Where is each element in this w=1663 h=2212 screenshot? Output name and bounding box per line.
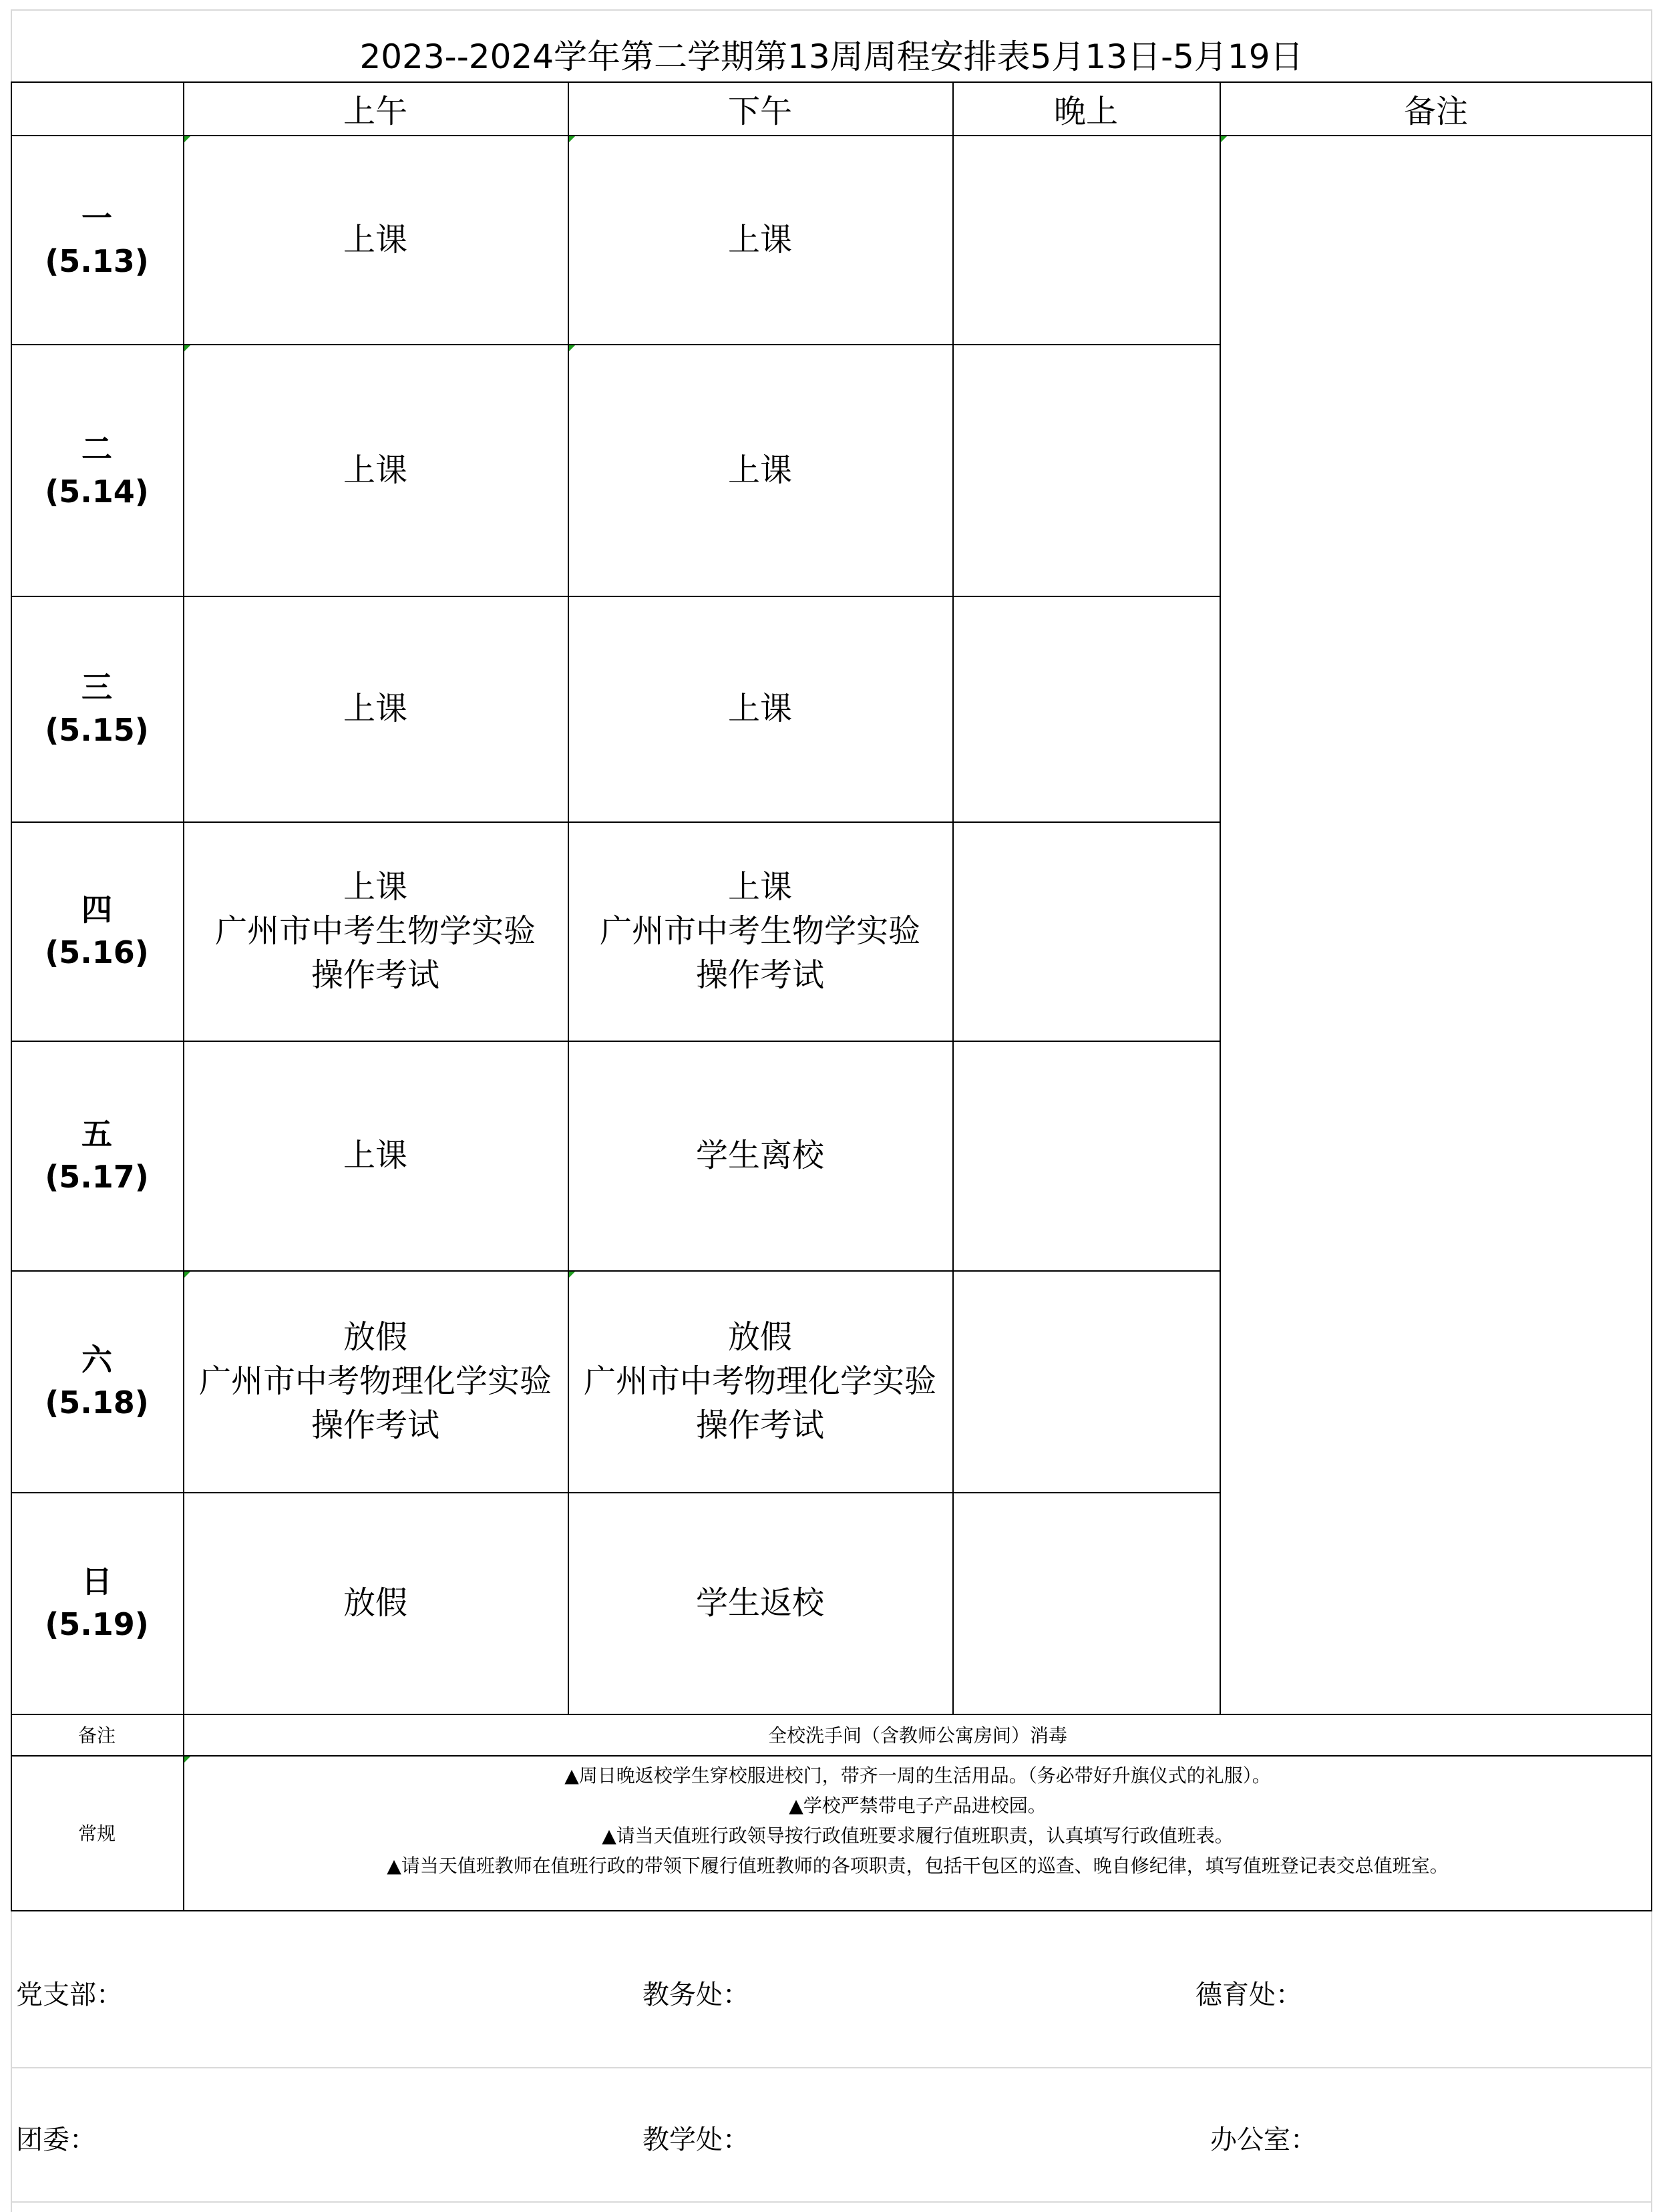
comment-marker-icon bbox=[184, 1272, 190, 1278]
afternoon-cell bbox=[568, 596, 952, 821]
evening-cell bbox=[952, 1492, 1220, 1714]
cell-text-line: 上课 bbox=[727, 690, 792, 727]
comment-marker-icon bbox=[184, 345, 190, 351]
header-morning: 上午 bbox=[343, 92, 407, 130]
day-name: 三 bbox=[81, 669, 112, 705]
comment-marker-icon bbox=[1221, 136, 1227, 142]
cell-text-line: 上课 bbox=[727, 868, 792, 906]
comment-marker-icon bbox=[569, 345, 575, 351]
morning-cell bbox=[183, 135, 568, 344]
day-label-cell bbox=[11, 821, 183, 1041]
table-hline bbox=[11, 1714, 1652, 1715]
remarks-label: 备注 bbox=[77, 1724, 116, 1746]
day-label-cell bbox=[11, 1492, 183, 1714]
evening-cell bbox=[952, 1270, 1220, 1492]
comment-marker-icon bbox=[569, 1272, 575, 1278]
day-name: 四 bbox=[81, 892, 112, 928]
day-label-cell bbox=[11, 344, 183, 596]
evening-cell bbox=[952, 596, 1220, 821]
header-evening: 晚上 bbox=[1053, 92, 1118, 130]
afternoon-cell bbox=[568, 1270, 952, 1492]
table-hline bbox=[11, 81, 1652, 83]
cell-text-line: 广州市中考生物学实验 bbox=[599, 912, 920, 950]
morning-cell bbox=[183, 1492, 568, 1714]
day-label-cell bbox=[11, 596, 183, 821]
day-date: (5.18) bbox=[45, 1385, 149, 1421]
day-date: (5.16) bbox=[45, 934, 149, 970]
sheet-border-bottom bbox=[11, 2201, 1652, 2203]
cell-text-line: 操作考试 bbox=[311, 1407, 439, 1444]
notes-column-cell bbox=[1220, 135, 1652, 1714]
table-vline bbox=[183, 81, 184, 1911]
signature-teaching-office: 教学处： bbox=[642, 2125, 749, 2155]
table-vline bbox=[568, 81, 569, 1714]
signature-academic-affairs: 教务处： bbox=[642, 1980, 749, 2010]
merged-cell-mask bbox=[1221, 1041, 1651, 1042]
table-hline bbox=[11, 135, 1652, 136]
cell-text-line: 广州市中考物理化学实验 bbox=[583, 1362, 936, 1400]
afternoon-cell bbox=[568, 1041, 952, 1270]
day-name: 二 bbox=[81, 430, 112, 467]
signature-moral-education: 德育处： bbox=[1195, 1980, 1302, 2010]
routine-rules bbox=[183, 1755, 1652, 1910]
day-name: 日 bbox=[81, 1563, 112, 1600]
cell-text-line: 上课 bbox=[343, 690, 407, 727]
remarks-text: 全校洗手间（含教师公寓房间）消毒 bbox=[767, 1724, 1067, 1746]
table-vline bbox=[1651, 81, 1652, 1911]
day-name: 六 bbox=[81, 1342, 112, 1378]
routine-label: 常规 bbox=[77, 1823, 116, 1845]
merged-cell-mask bbox=[1221, 821, 1651, 823]
cell-text-line: 广州市中考生物学实验 bbox=[214, 912, 536, 950]
cell-text-line: 上课 bbox=[727, 451, 792, 489]
cell-text-line: 上课 bbox=[343, 1137, 407, 1174]
cell-text-line: 广州市中考物理化学实验 bbox=[198, 1362, 552, 1400]
header-afternoon: 下午 bbox=[727, 92, 792, 130]
cell-text-line: 上课 bbox=[343, 868, 407, 906]
table-hline bbox=[11, 1910, 1652, 1911]
day-label-cell bbox=[11, 135, 183, 344]
header-notes: 备注 bbox=[1403, 92, 1468, 130]
merged-cell-mask bbox=[1221, 596, 1651, 597]
table-vline bbox=[1220, 81, 1221, 1714]
day-date: (5.14) bbox=[45, 473, 149, 510]
afternoon-cell bbox=[568, 135, 952, 344]
cell-text-line: 操作考试 bbox=[695, 956, 824, 994]
routine-line: ▲请当天值班教师在值班行政的带领下履行值班教师的各项职责，包括干包区的巡查、晚自修纪律，填写值班登记表交总值班室。 bbox=[387, 1855, 1449, 1877]
day-date: (5.19) bbox=[45, 1606, 149, 1642]
comment-marker-icon bbox=[184, 1757, 190, 1763]
signature-party-branch: 党支部： bbox=[16, 1980, 123, 2010]
sheet-border-top bbox=[11, 9, 1652, 11]
comment-marker-icon bbox=[184, 136, 190, 142]
morning-cell bbox=[183, 1041, 568, 1270]
table-hline bbox=[11, 1755, 1652, 1757]
signature-youth-league: 团委： bbox=[16, 2125, 96, 2155]
evening-cell bbox=[952, 344, 1220, 596]
cell-text-line: 操作考试 bbox=[695, 1407, 824, 1444]
cell-text-line: 上课 bbox=[727, 220, 792, 258]
cell-text-line: 学生离校 bbox=[695, 1137, 824, 1174]
cell-text-line: 放假 bbox=[343, 1584, 407, 1622]
cell-text-line: 放假 bbox=[343, 1318, 407, 1356]
evening-cell bbox=[952, 135, 1220, 344]
cell-text-line: 上课 bbox=[343, 220, 407, 258]
routine-line: ▲学校严禁带电子产品进校园。 bbox=[789, 1795, 1047, 1817]
merged-cell-mask bbox=[1221, 344, 1651, 345]
merged-cell-mask bbox=[1221, 1270, 1651, 1272]
day-date: (5.17) bbox=[45, 1159, 149, 1195]
morning-cell bbox=[183, 1270, 568, 1492]
day-name: 五 bbox=[81, 1116, 112, 1152]
cell-text-line: 操作考试 bbox=[311, 956, 439, 994]
routine-line: ▲周日晚返校学生穿校服进校门，带齐一周的生活用品。（务必带好升旗仪式的礼服）。 bbox=[564, 1765, 1271, 1787]
day-label-cell bbox=[11, 1041, 183, 1270]
header-corner bbox=[11, 81, 183, 135]
evening-cell bbox=[952, 821, 1220, 1041]
merged-cell-mask bbox=[1221, 1492, 1651, 1493]
evening-cell bbox=[952, 1041, 1220, 1270]
cell-text-line: 学生返校 bbox=[695, 1584, 824, 1622]
afternoon-cell bbox=[568, 821, 952, 1041]
afternoon-cell bbox=[568, 344, 952, 596]
table-vline bbox=[11, 81, 12, 1911]
morning-cell bbox=[183, 821, 568, 1041]
signature-general-office: 办公室： bbox=[1210, 2125, 1317, 2155]
table-vline bbox=[952, 81, 954, 1714]
afternoon-cell bbox=[568, 1492, 952, 1714]
cell-text-line: 上课 bbox=[343, 451, 407, 489]
morning-cell bbox=[183, 596, 568, 821]
cell-text-line: 放假 bbox=[727, 1318, 792, 1356]
signature-divider bbox=[11, 2067, 1652, 2068]
day-date: (5.15) bbox=[45, 712, 149, 748]
day-label-cell bbox=[11, 1270, 183, 1492]
comment-marker-icon bbox=[569, 136, 575, 142]
morning-cell bbox=[183, 344, 568, 596]
routine-line: ▲请当天值班行政领导按行政值班要求履行值班职责，认真填写行政值班表。 bbox=[602, 1825, 1234, 1847]
day-name: 一 bbox=[81, 200, 112, 236]
sheet-title: 2023--2024学年第二学期第13周周程安排表5月13日-5月19日 bbox=[359, 37, 1304, 76]
day-date: (5.13) bbox=[45, 242, 149, 279]
